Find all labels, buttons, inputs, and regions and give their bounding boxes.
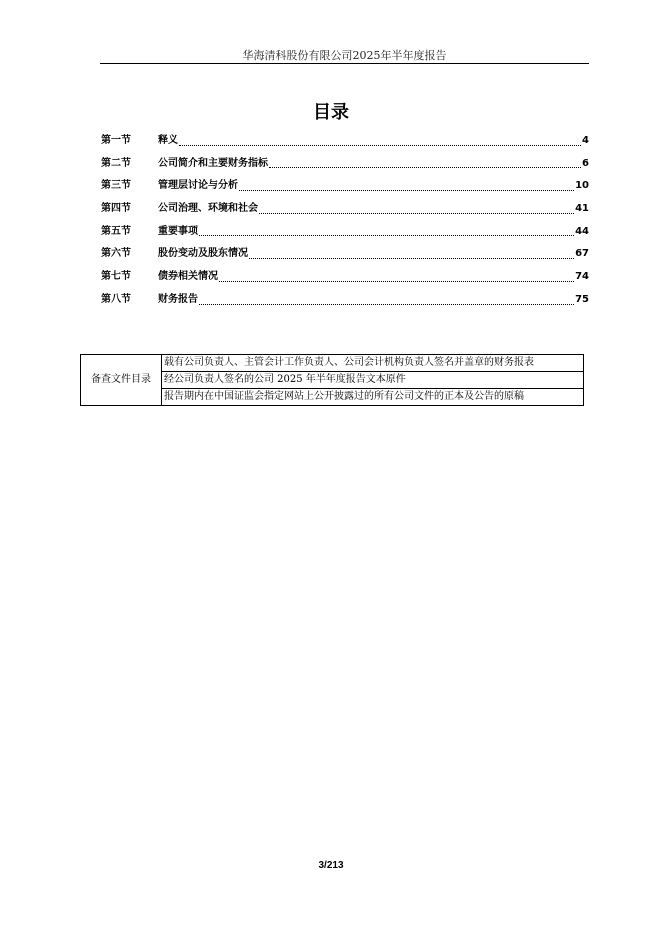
table-row <box>81 355 584 372</box>
reference-document-item: 经公司负责人签名的公司 2025 年半年度报告文本原件 <box>162 372 584 389</box>
toc-dot-leader <box>259 213 574 214</box>
toc-section-name: 债券相关情况 <box>158 271 218 283</box>
header-divider <box>100 63 589 64</box>
toc-section-name: 财务报告 <box>158 293 198 305</box>
toc-dot-leader <box>219 281 574 282</box>
toc-section-number: 第八节 <box>101 293 131 305</box>
reference-documents-label: 备查文件目录 <box>81 355 162 406</box>
toc-section-name: 公司治理、环境和社会 <box>158 203 258 215</box>
toc-item-section-5[interactable] <box>101 222 589 245</box>
toc-item-section-3[interactable] <box>101 176 589 199</box>
toc-section-number: 第一节 <box>101 135 131 146</box>
toc-item-section-4[interactable] <box>101 199 589 222</box>
toc-dot-leader <box>199 235 574 236</box>
reference-document-item: 报告期内在中国证监会指定网站上公开披露过的所有公司文件的正本及公告的原稿 <box>162 389 584 406</box>
report-header-title: 华海清科股份有限公司2025年半年度报告 <box>242 49 447 62</box>
toc-section-number: 第二节 <box>101 157 131 169</box>
toc-page-number: 74 <box>575 271 589 283</box>
page-number: 3/213 <box>318 860 344 871</box>
reference-documents-table <box>80 354 584 406</box>
toc-dot-leader <box>179 145 581 146</box>
toc-section-name: 公司简介和主要财务指标 <box>158 157 268 169</box>
toc-item-section-2[interactable] <box>101 154 589 177</box>
toc-dot-leader <box>269 167 581 168</box>
toc-section-number: 第三节 <box>101 180 131 192</box>
toc-item-section-6[interactable] <box>101 244 589 267</box>
toc-section-number: 第七节 <box>101 271 131 283</box>
toc-section-name: 释义 <box>158 135 178 146</box>
toc-page-number: 67 <box>575 248 589 260</box>
toc-page-number: 6 <box>582 157 589 169</box>
toc-section-name: 管理层讨论与分析 <box>158 180 238 192</box>
toc-item-section-7[interactable] <box>101 267 589 290</box>
toc-section-number: 第四节 <box>101 203 131 215</box>
toc-dot-leader <box>199 304 574 305</box>
toc-item-section-8[interactable] <box>101 290 589 313</box>
toc-section-name: 股份变动及股东情况 <box>158 248 248 260</box>
toc-page-number: 75 <box>575 293 589 305</box>
toc-page-number: 44 <box>575 225 589 237</box>
toc-page-number: 4 <box>582 135 589 146</box>
toc-title: 目录 <box>313 102 349 123</box>
toc-item-section-1[interactable] <box>101 131 589 154</box>
toc-section-number: 第六节 <box>101 248 131 260</box>
toc-page-number: 10 <box>575 180 589 192</box>
reference-document-item: 载有公司负责人、主管会计工作负责人、公司会计机构负责人签名并盖章的财务报表 <box>162 355 584 372</box>
toc-page-number: 41 <box>575 203 589 215</box>
toc-section-name: 重要事项 <box>158 225 198 237</box>
toc-dot-leader <box>239 190 574 191</box>
table-of-contents <box>101 131 589 313</box>
toc-section-number: 第五节 <box>101 225 131 237</box>
toc-dot-leader <box>249 258 574 259</box>
